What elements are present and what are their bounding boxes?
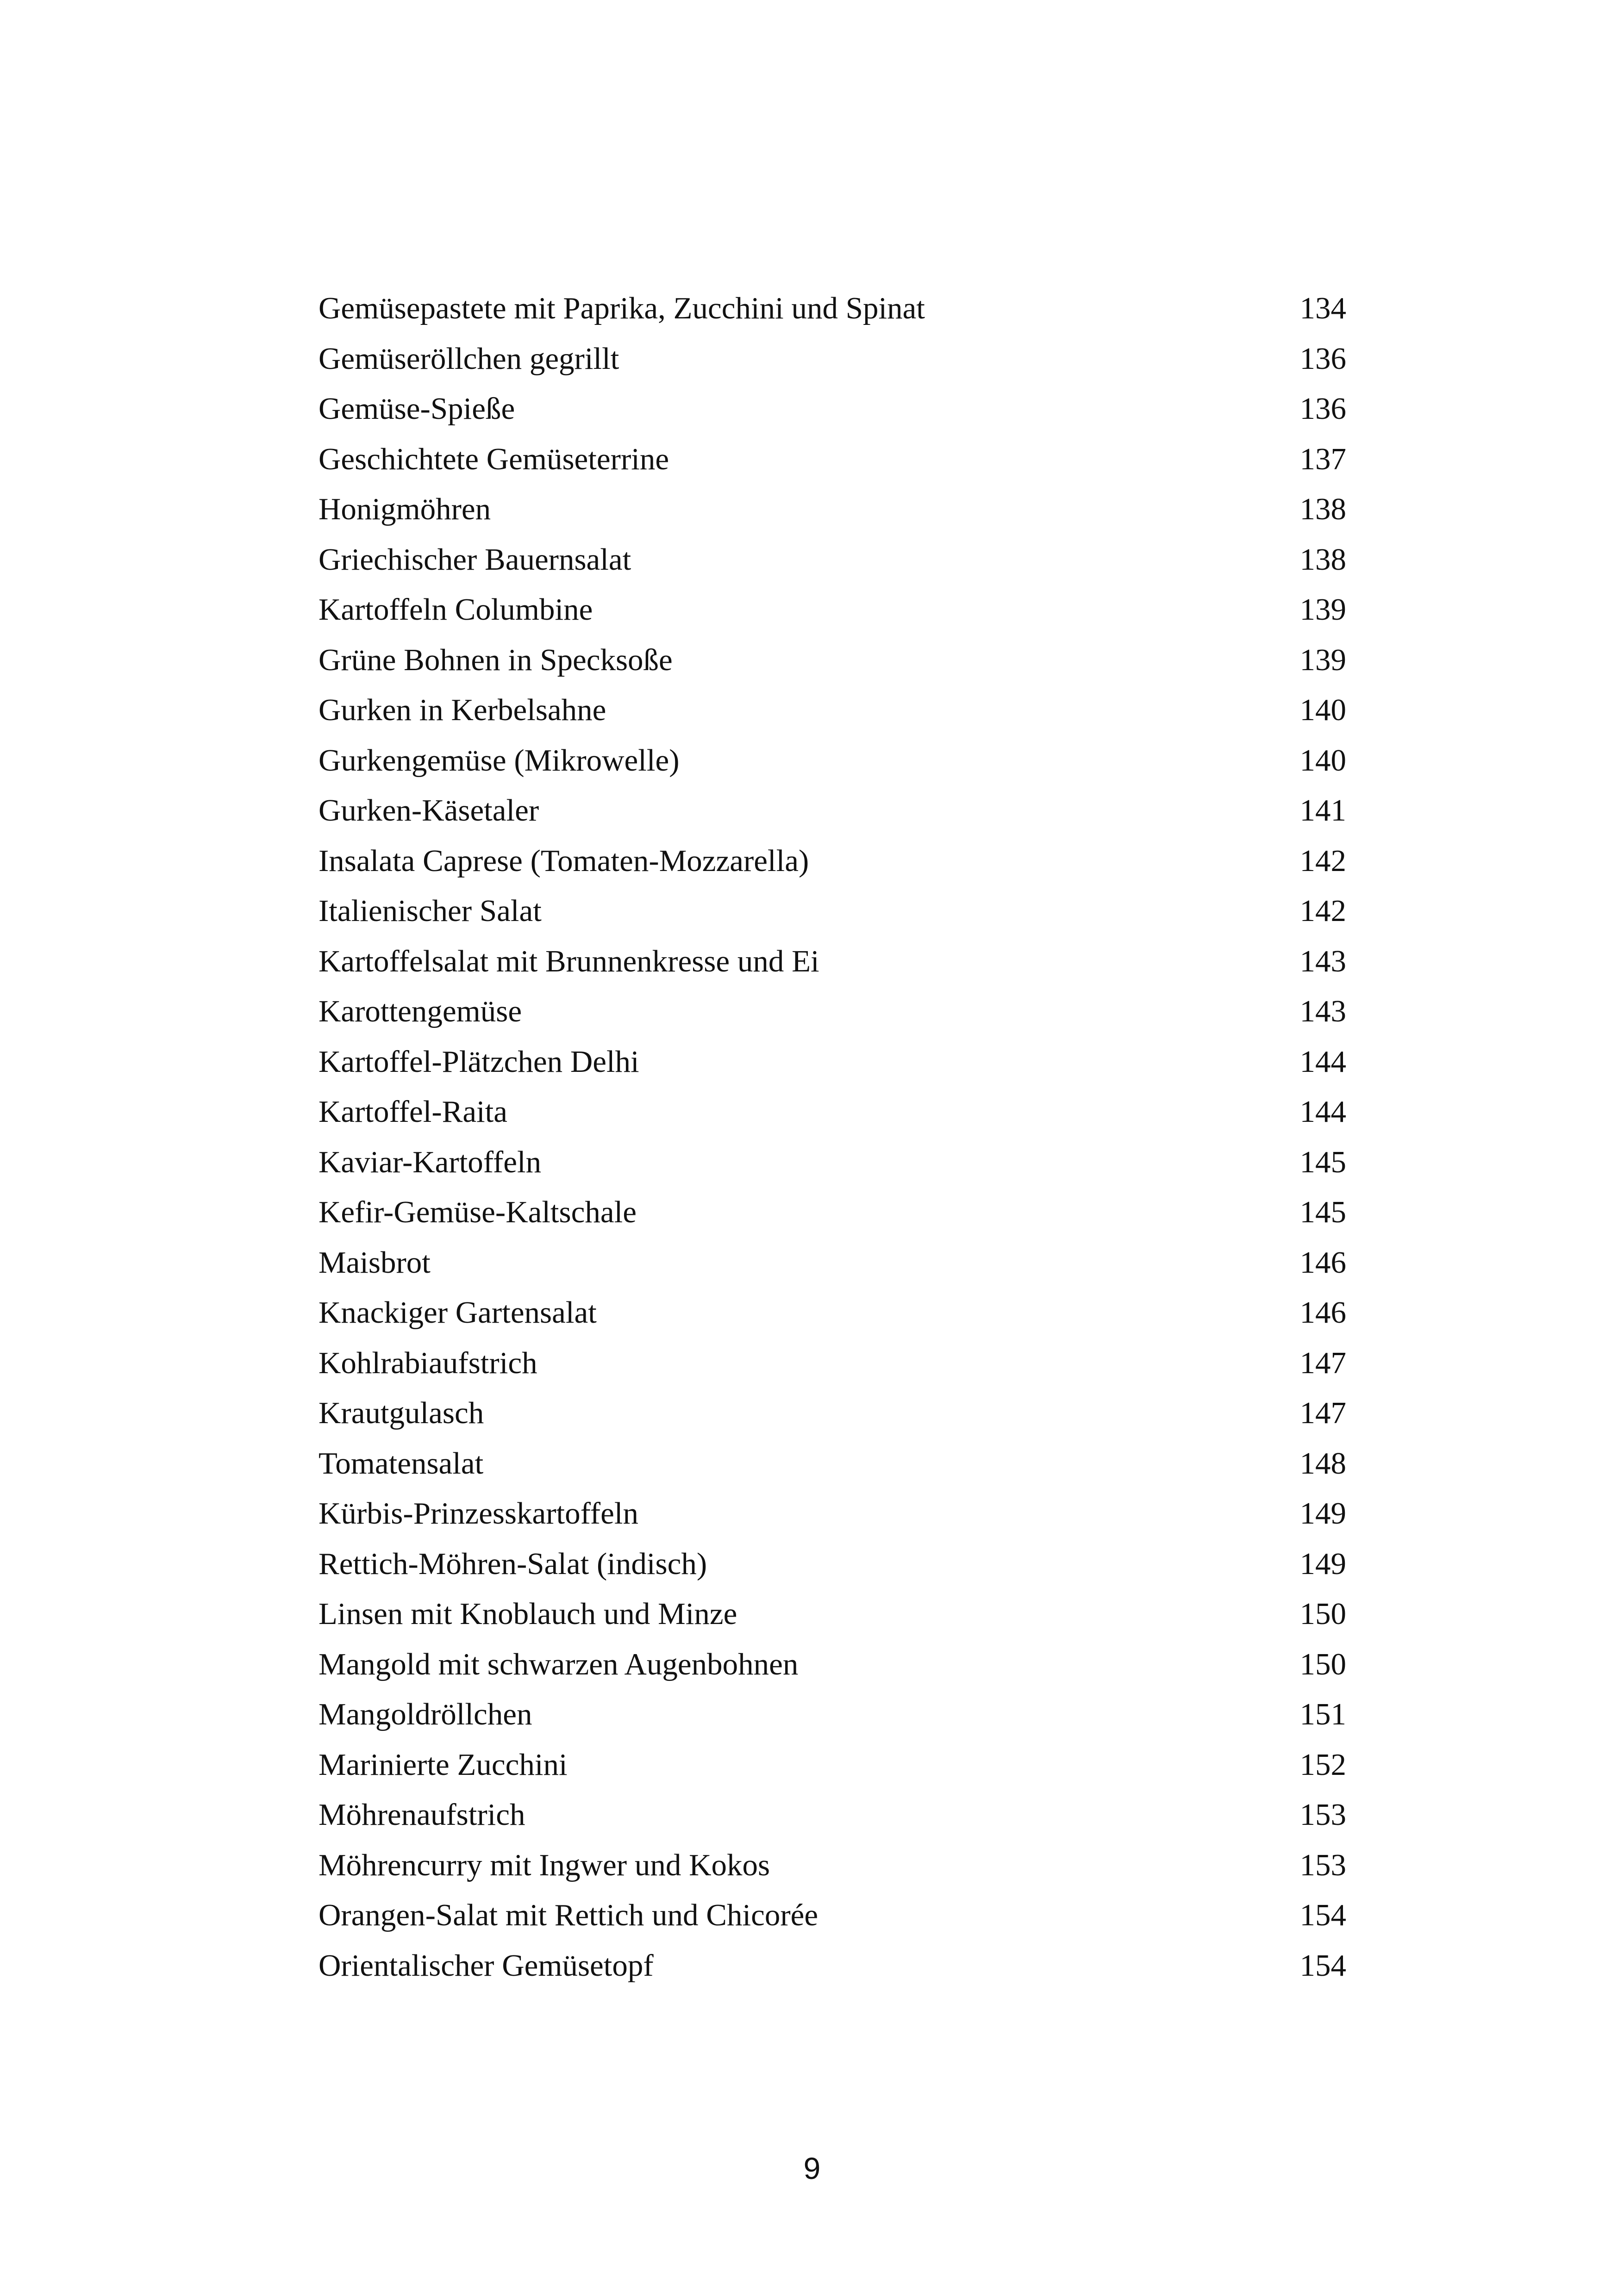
toc-entry xyxy=(319,836,1346,886)
toc-entry-title: Gurkengemüse (Mikrowelle) xyxy=(319,743,680,778)
toc-entry-page: 142 xyxy=(1299,843,1346,878)
toc-entry-page: 145 xyxy=(1299,1195,1346,1229)
toc-entry xyxy=(319,1037,1346,1087)
toc-entry-title: Knackiger Gartensalat xyxy=(319,1295,597,1330)
toc-entry xyxy=(319,1740,1346,1790)
toc-entry xyxy=(319,1539,1346,1589)
toc-entry xyxy=(319,384,1346,434)
toc-entry xyxy=(319,635,1346,685)
toc-entry-title: Tomatensalat xyxy=(319,1446,484,1481)
toc-entry xyxy=(319,1488,1346,1539)
toc-entry xyxy=(319,1790,1346,1840)
toc-entry-page: 147 xyxy=(1299,1396,1346,1430)
toc-entry-title: Honigmöhren xyxy=(319,492,491,526)
toc-entry xyxy=(319,1840,1346,1891)
toc-entry-page: 148 xyxy=(1299,1446,1346,1481)
toc-entry-title: Gemüse-Spieße xyxy=(319,392,515,426)
toc-entry-page: 139 xyxy=(1299,642,1346,677)
toc-entry-page: 152 xyxy=(1299,1747,1346,1782)
toc-entry-title: Gurken in Kerbelsahne xyxy=(319,693,606,727)
toc-entry-page: 138 xyxy=(1299,492,1346,526)
toc-entry-page: 138 xyxy=(1299,542,1346,577)
toc-entry-title: Kartoffel-Plätzchen Delhi xyxy=(319,1044,639,1079)
toc-entry xyxy=(319,735,1346,786)
toc-entry-page: 151 xyxy=(1299,1697,1346,1731)
toc-entry-title: Italienischer Salat xyxy=(319,894,542,928)
toc-entry xyxy=(319,334,1346,384)
toc-entry xyxy=(319,1589,1346,1639)
toc-entry xyxy=(319,1238,1346,1288)
toc-entry-title: Möhrencurry mit Ingwer und Kokos xyxy=(319,1848,770,1882)
toc-entry-title: Grüne Bohnen in Specksoße xyxy=(319,642,673,677)
toc-entry-page: 149 xyxy=(1299,1546,1346,1581)
toc-entry-title: Insalata Caprese (Tomaten-Mozzarella) xyxy=(319,843,809,878)
toc-entry-title: Maisbrot xyxy=(319,1245,431,1280)
toc-entry-title: Kartoffeln Columbine xyxy=(319,592,593,627)
toc-entry-page: 140 xyxy=(1299,693,1346,727)
toc-entry-page: 153 xyxy=(1299,1848,1346,1882)
toc-entry-page: 150 xyxy=(1299,1647,1346,1681)
toc-entry xyxy=(319,685,1346,735)
toc-entry-title: Kartoffel-Raita xyxy=(319,1095,508,1129)
toc-entry-title: Kartoffelsalat mit Brunnenkresse und Ei xyxy=(319,944,819,978)
toc-entry xyxy=(319,434,1346,485)
toc-entry-page: 145 xyxy=(1299,1145,1346,1179)
toc-entry-page: 136 xyxy=(1299,392,1346,426)
toc-entry-page: 144 xyxy=(1299,1095,1346,1129)
toc-entry xyxy=(319,1338,1346,1388)
toc-entry-page: 153 xyxy=(1299,1798,1346,1832)
toc-entry xyxy=(319,283,1346,334)
toc-entry-page: 154 xyxy=(1299,1948,1346,1983)
toc-entry-title: Griechischer Bauernsalat xyxy=(319,542,631,577)
toc-entry-page: 147 xyxy=(1299,1345,1346,1380)
toc-entry-title: Mangoldröllchen xyxy=(319,1697,532,1731)
toc-entry-title: Kohlrabiaufstrich xyxy=(319,1345,537,1380)
toc-entry-title: Gemüsepastete mit Paprika, Zucchini und Spinat xyxy=(319,291,925,325)
toc-entry-title: Mangold mit schwarzen Augenbohnen xyxy=(319,1647,799,1681)
page-number: 9 xyxy=(803,2151,821,2185)
table-of-contents xyxy=(319,283,1346,1991)
toc-entry-page: 144 xyxy=(1299,1044,1346,1079)
toc-entry-title: Krautgulasch xyxy=(319,1396,484,1430)
toc-entry-title: Möhrenaufstrich xyxy=(319,1798,525,1832)
toc-entry-title: Gemüseröllchen gegrillt xyxy=(319,341,619,376)
toc-entry xyxy=(319,484,1346,535)
toc-entry-page: 150 xyxy=(1299,1597,1346,1631)
toc-entry xyxy=(319,1438,1346,1489)
toc-entry xyxy=(319,1388,1346,1438)
toc-entry-page: 149 xyxy=(1299,1496,1346,1531)
toc-entry xyxy=(319,1689,1346,1740)
toc-entry xyxy=(319,1087,1346,1137)
toc-entry-page: 140 xyxy=(1299,743,1346,778)
toc-entry xyxy=(319,886,1346,936)
toc-entry-page: 139 xyxy=(1299,592,1346,627)
toc-entry xyxy=(319,1941,1346,1991)
toc-entry-title: Marinierte Zucchini xyxy=(319,1747,568,1782)
toc-entry xyxy=(319,1288,1346,1338)
toc-entry xyxy=(319,986,1346,1037)
toc-entry-page: 136 xyxy=(1299,341,1346,376)
toc-entry-title: Geschichtete Gemüseterrine xyxy=(319,442,669,476)
toc-entry xyxy=(319,785,1346,836)
toc-entry-title: Kaviar-Kartoffeln xyxy=(319,1145,542,1179)
toc-entry-title: Linsen mit Knoblauch und Minze xyxy=(319,1597,737,1631)
toc-entry xyxy=(319,1639,1346,1690)
toc-entry xyxy=(319,535,1346,585)
toc-entry-page: 143 xyxy=(1299,944,1346,978)
toc-entry xyxy=(319,1187,1346,1238)
toc-entry-title: Karottengemüse xyxy=(319,994,522,1028)
toc-entry xyxy=(319,1890,1346,1941)
toc-entry-page: 142 xyxy=(1299,894,1346,928)
toc-entry xyxy=(319,1137,1346,1188)
toc-entry xyxy=(319,585,1346,635)
toc-entry-page: 134 xyxy=(1299,291,1346,325)
toc-entry-page: 146 xyxy=(1299,1245,1346,1280)
toc-entry-page: 154 xyxy=(1299,1898,1346,1932)
toc-entry-title: Rettich-Möhren-Salat (indisch) xyxy=(319,1546,707,1581)
toc-entry-page: 141 xyxy=(1299,793,1346,828)
toc-entry-title: Orangen-Salat mit Rettich und Chicorée xyxy=(319,1898,818,1932)
toc-entry-title: Kefir-Gemüse-Kaltschale xyxy=(319,1195,637,1229)
toc-entry-page: 146 xyxy=(1299,1295,1346,1330)
toc-entry xyxy=(319,936,1346,987)
toc-entry-page: 143 xyxy=(1299,994,1346,1028)
toc-entry-page: 137 xyxy=(1299,442,1346,476)
toc-entry-title: Kürbis-Prinzesskartoffeln xyxy=(319,1496,638,1531)
toc-entry-title: Gurken-Käsetaler xyxy=(319,793,539,828)
toc-entry-title: Orientalischer Gemüsetopf xyxy=(319,1948,654,1983)
